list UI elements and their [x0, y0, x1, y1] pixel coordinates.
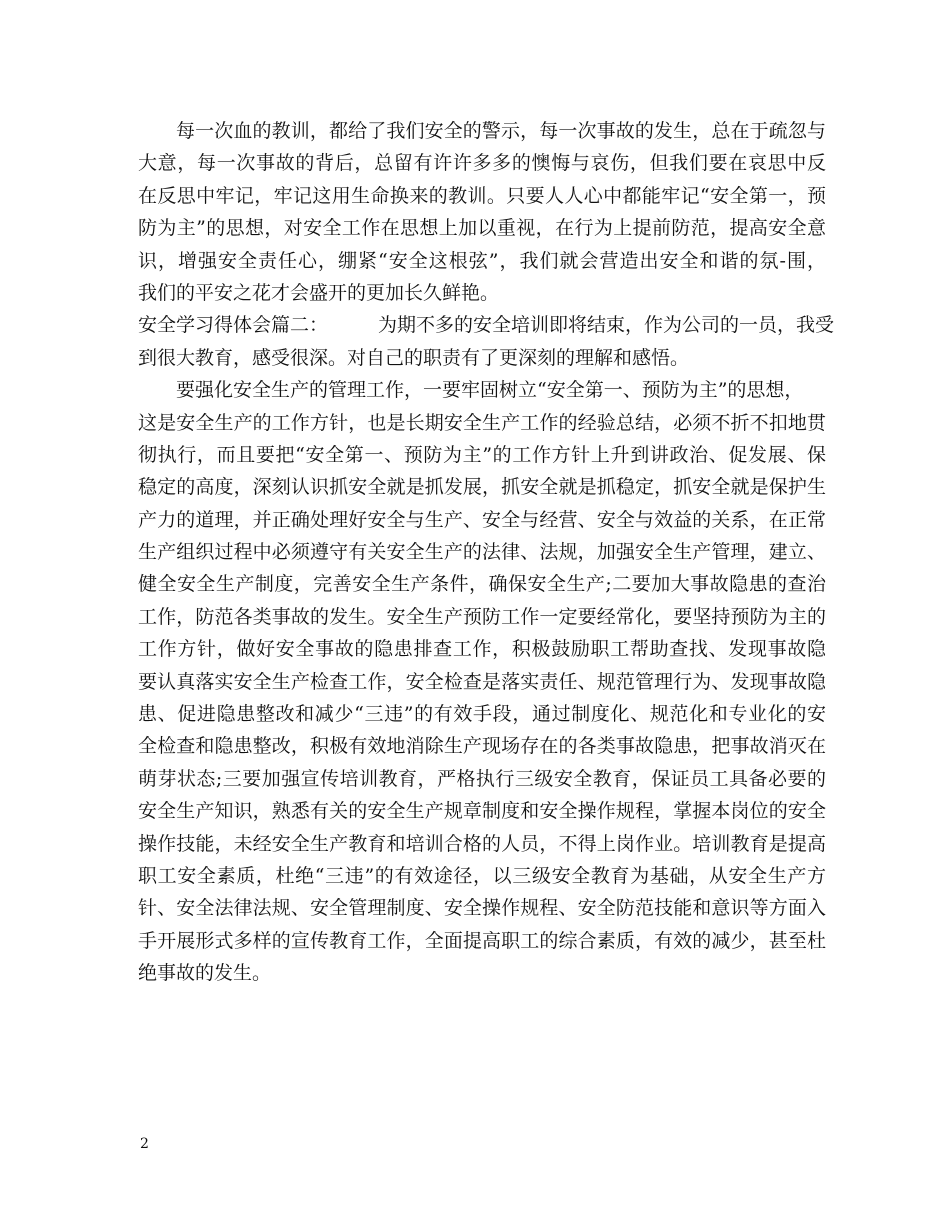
page-number: 2 [140, 1136, 149, 1152]
text-line: 每一次血的教训，都给了我们安全的警示，每一次事故的发生，总在于疏忽与 [176, 120, 826, 142]
text-line: 安全生产知识，熟悉有关的安全生产规章制度和安全操作规程，掌握本岗位的安全 [138, 800, 826, 823]
text-line: 识，增强安全责任心，绷紧“安全这根弦”，我们就会营造出安全和谐的氛-围， [138, 249, 826, 272]
text-line: 职工安全素质，杜绝“三违”的有效途径，以三级安全教育为基础，从安全生产方 [138, 864, 826, 887]
text-line: 工作方针，做好安全事故的隐患排查工作，积极鼓励职工帮助查找、发现事故隐 [138, 638, 826, 661]
text-line [138, 309, 835, 341]
text-line: 针、安全法律法规、安全管理制度、安全操作规程、安全防范技能和意识等方面入 [138, 897, 826, 920]
text-line: 在反思中牢记，牢记这用生命换来的教训。只要人人心中都能牢记“安全第一，预 [138, 184, 826, 207]
text-line: 工作，防范各类事故的发生。安全生产预防工作一定要经常化，要坚持预防为主的 [138, 605, 826, 628]
text-segment: 为期不多的安全培训即将结束，作为公司的一员，我受 [378, 314, 835, 337]
text-line: 我们的平安之花才会盛开的更加长久鲜艳。 [138, 281, 500, 304]
text-line: 防为主”的思想，对安全工作在思想上加以重视，在行为上提前防范，提高安全意 [138, 217, 826, 240]
text-line: 这是安全生产的工作方针，也是长期安全生产工作的经验总结，必须不折不扣地贯 [138, 411, 826, 434]
text-line: 全检查和隐患整改，积极有效地消除生产现场存在的各类事故隐患，把事故消灭在 [138, 735, 826, 758]
text-line: 萌芽状态;三要加强宣传培训教育，严格执行三级安全教育，保证员工具备必要的 [138, 767, 826, 790]
text-line: 要强化安全生产的管理工作，一要牢固树立“安全第一、预防为主”的思想， [176, 379, 804, 402]
text-line: 生产组织过程中必须遵守有关安全生产的法律、法规，加强安全生产管理，建立、 [138, 541, 826, 564]
text-line: 操作技能，未经安全生产教育和培训合格的人员，不得上岗作业。培训教育是提高 [138, 832, 826, 855]
text-line: 绝事故的发生。 [138, 962, 272, 985]
body-text [138, 115, 835, 990]
text-line: 稳定的高度，深刻认识抓安全就是抓发展，抓安全就是抓稳定，抓安全就是保护生 [138, 476, 826, 499]
text-line: 患、促进隐患整改和减少“三违”的有效手段，通过制度化、规范化和专业化的安 [138, 703, 826, 726]
text-line: 产力的道理，并正确处理好安全与生产、安全与经营、安全与效益的关系，在正常 [138, 508, 826, 531]
text-line: 要认真落实安全生产检查工作，安全检查是落实责任、规范管理行为、发现事故隐 [138, 670, 826, 693]
text-line: 到很大教育，感受很深。对自己的职责有了更深刻的理解和感悟。 [138, 346, 690, 369]
text-line: 手开展形式多样的宣传教育工作，全面提高职工的综合素质，有效的减少，甚至杜 [138, 929, 826, 952]
text-line: 彻执行，而且要把“安全第一、预防为主”的工作方针上升到讲政治、促发展、保 [138, 443, 826, 466]
text-line: 健全安全生产制度，完善安全生产条件，确保安全生产;二要加大事故隐患的查治 [138, 573, 826, 596]
text-line: 大意，每一次事故的背后，总留有许许多多的懊悔与哀伤，但我们要在哀思中反 [138, 152, 826, 175]
section-heading: 安全学习得体会篇二： [138, 314, 329, 337]
